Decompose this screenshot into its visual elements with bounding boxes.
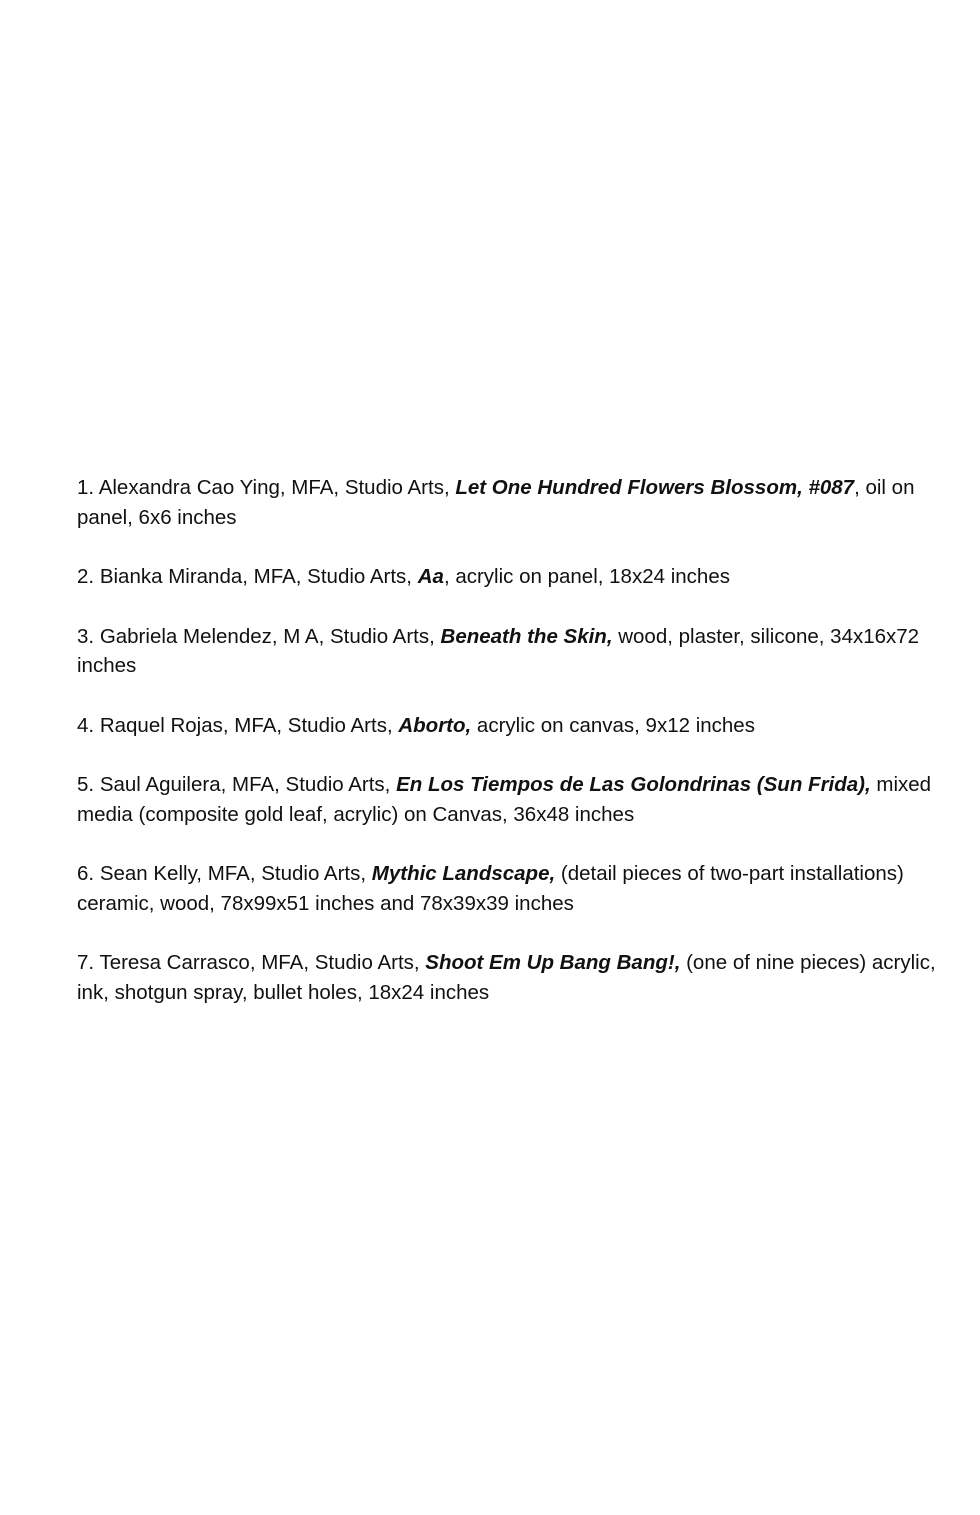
artwork-entry-6: [77, 859, 947, 918]
entry-details: , oil on panel, 6x6 inches: [77, 476, 915, 529]
entry-number: 1.: [77, 476, 95, 499]
entry-artist: Saul Aguilera, MFA, Studio Arts,: [99, 773, 391, 796]
entry-details: , acrylic on panel, 18x24 inches: [443, 565, 730, 588]
entry-title: Aborto,: [398, 713, 472, 737]
entry-title: Mythic Landscape,: [371, 862, 556, 885]
entry-details: acrylic on canvas, 9x12 inches: [471, 713, 755, 737]
entry-artist: Alexandra Cao Ying, MFA, Studio Arts,: [98, 476, 450, 499]
entry-number: 5.: [77, 773, 95, 796]
artwork-entry-2: [77, 562, 947, 592]
entry-artist: Sean Kelly, MFA, Studio Arts,: [99, 862, 367, 885]
artwork-entry-7: [77, 948, 947, 1007]
entry-artist: Gabriela Melendez, M A, Studio Arts,: [99, 624, 435, 648]
entry-number: 4.: [77, 713, 95, 737]
entry-number: 2.: [77, 565, 95, 588]
entry-title: Shoot Em Up Bang Bang!,: [425, 951, 681, 974]
entry-artist: Teresa Carrasco, MFA, Studio Arts,: [99, 951, 420, 974]
entry-number: 7.: [77, 951, 95, 974]
artwork-entry-4: [77, 711, 947, 741]
artwork-entry-3: [77, 622, 947, 681]
entry-details: wood, plaster, silicone, 34x16x72 inches: [77, 624, 920, 677]
entry-number: 3.: [77, 624, 95, 648]
artwork-list: [77, 473, 947, 1037]
artwork-entry-1: [77, 473, 947, 532]
entry-details: mixed media (composite gold leaf, acrylic) on Canvas, 36x48 inches: [77, 773, 932, 826]
entry-details: (detail pieces of two-part installations) ceramic, wood, 78x99x51 inches and 78x39x39 inches: [77, 862, 904, 915]
entry-title: Let One Hundred Flowers Blossom, #087: [455, 476, 855, 499]
entry-details: (one of nine pieces) acrylic, ink, shotgun spray, bullet holes, 18x24 inches: [77, 951, 936, 1004]
entry-title: En Los Tiempos de Las Golondrinas (Sun Frida),: [396, 773, 871, 796]
entry-title: Beneath the Skin,: [440, 624, 613, 648]
entry-artist: Bianka Miranda, MFA, Studio Arts,: [99, 565, 413, 588]
entry-artist: Raquel Rojas, MFA, Studio Arts,: [99, 713, 393, 737]
entry-title: Aa: [417, 565, 444, 588]
artwork-entry-5: [77, 770, 947, 829]
entry-number: 6.: [77, 862, 95, 885]
